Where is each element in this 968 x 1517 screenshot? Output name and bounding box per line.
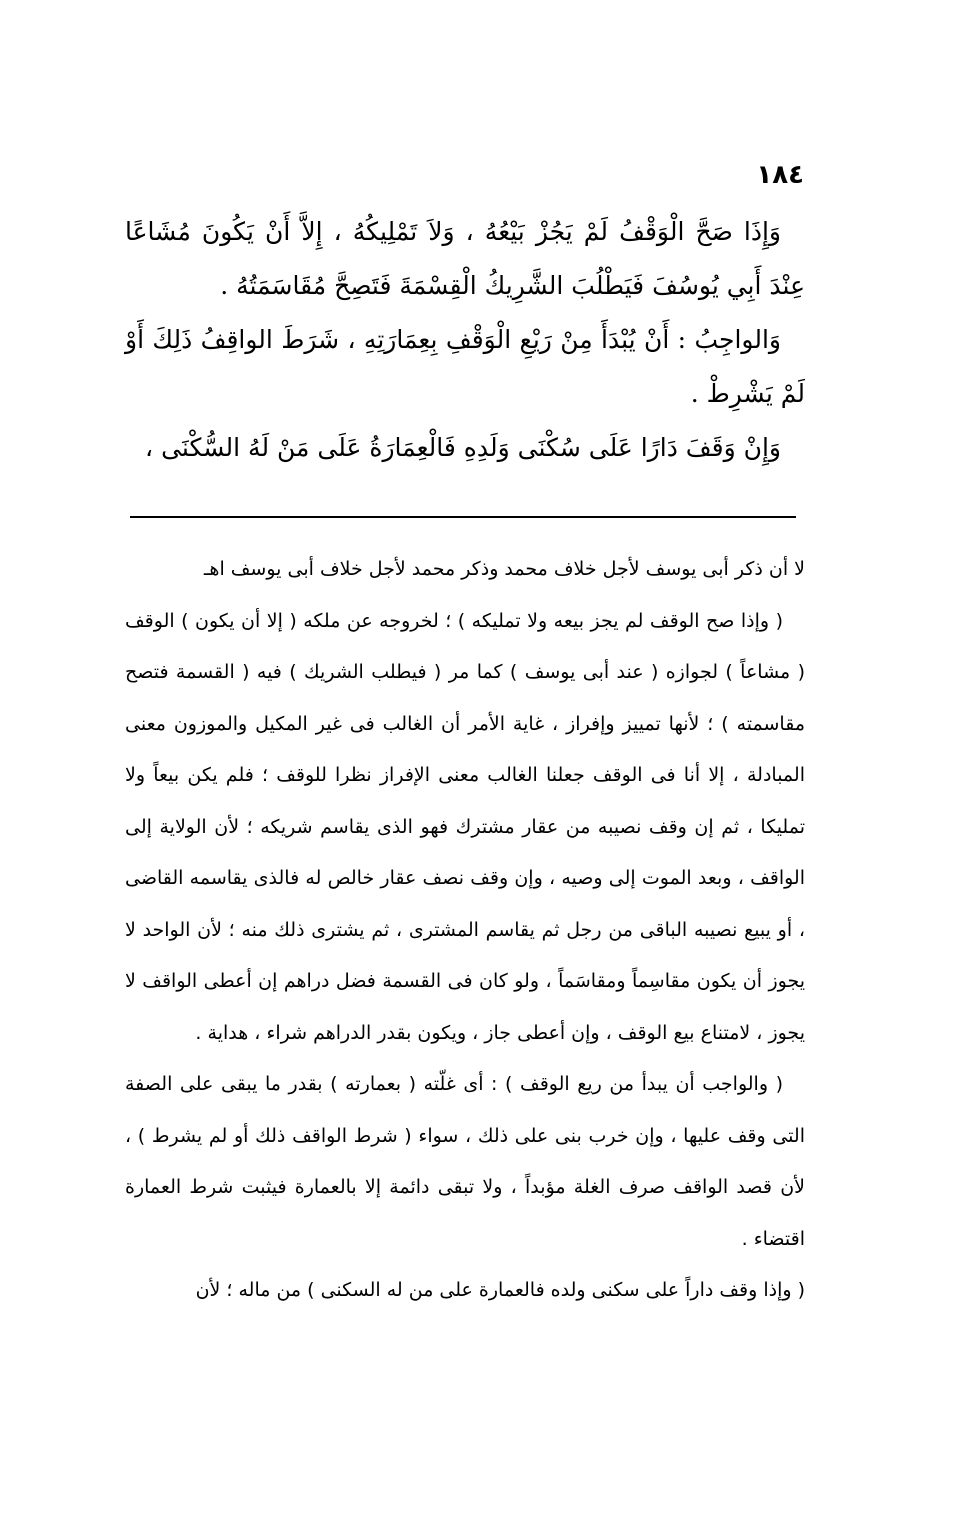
commentary-paragraph: ( وإذا وقف داراً على سكنى ولده فالعمارة على من له السكنى ) من ماله ؛ لأن — [195, 1279, 805, 1301]
commentary-paragraph: لا أن ذكر أبى يوسف لأجل خلاف محمد وذكر محمد لأجل خلاف أبى يوسف اهـ — [203, 558, 805, 580]
main-text — [125, 205, 805, 475]
commentary-paragraph: ( والواجب أن يبدأ من ريع الوقف ) : أى غلّته ( بعمارته ) بقدر ما يبقى على الصفة التى وقف عليها ، وإن خرب بنى على ذلك ، سواء ( شرط الواقف ذلك أو لم يشرط ) ، لأن قصد الواقف صرف الغلة مؤبداً ، ولا تبقى دائمة إلا بالعمارة فيثبت شرط العمارة اقتضاء . — [125, 1073, 805, 1250]
commentary-paragraph: ( وإذا صح الوقف لم يجز بيعه ولا تمليكه ) ؛ لخروجه عن ملكه ( إلا أن يكون ) الوقف ( مشاعاً ) لجوازه ( عند أبى يوسف ) كما مر ( فيطلب الشريك ) فيه ( القسمة فتصح مقاسمته ) ؛ لأنها تمييز وإفراز ، غاية الأمر أن الغالب فى غير المكيل والموزون معنى المبادلة ، إلا أنا فى الوقف جعلنا الغالب معنى الإفراز نظرا للوقف ؛ فلم يكن بيعاً ولا تمليكا ، ثم إن وقف نصيبه من عقار مشترك فهو الذى يقاسم شريكه ؛ لأن الولاية إلى الواقف ، وبعد الموت إلى وصيه ، وإن وقف نصف عقار خالص له فالذى يقاسمه القاضى ، أو يبيع نصيبه الباقى من رجل ثم يقاسم المشترى ، ثم يشترى ذلك منه ؛ لأن الواحد لا يجوز أن يكون مقاسِماً ومقاسَماً ، ولو كان فى القسمة فضل دراهم إن أعطى الواقف لا يجوز ، لامتناع بيع الوقف ، وإن أعطى جاز ، ويكون بقدر الدراهم شراء ، هداية . — [125, 609, 805, 1044]
main-paragraph: وَإِنْ وَقَفَ دَارًا عَلَى سُكْنَى وَلَدِهِ فَالْعِمَارَةُ عَلَى مَنْ لَهُ السُّكْنَى ، — [145, 433, 781, 462]
main-paragraph: وَإِذَا صَحَّ الْوَقْفُ لَمْ يَجُزْ بَيْعُهُ ، وَلاَ تَمْلِيكُهُ ، إِلاَّ أَنْ يَكُونَ مُشَاعًا عِنْدَ أَبِي يُوسُفَ فَيَطْلُبَ الشَّرِيكُ الْقِسْمَةَ فَتَصِحَّ مُقَاسَمَتُهُ . — [125, 217, 805, 300]
page-number: ١٨٤ — [756, 160, 804, 190]
main-paragraph: وَالواجِبُ : أَنْ يُبْدَأَ مِنْ رَيْعِ الْوَقْفِ بِعِمَارَتِهِ ، شَرَطَ الواقِفُ ذَلِكَ أَوْ لَمْ يَشْرِطْ . — [125, 325, 805, 408]
footnote-divider — [130, 516, 796, 518]
commentary-text — [125, 544, 805, 1317]
